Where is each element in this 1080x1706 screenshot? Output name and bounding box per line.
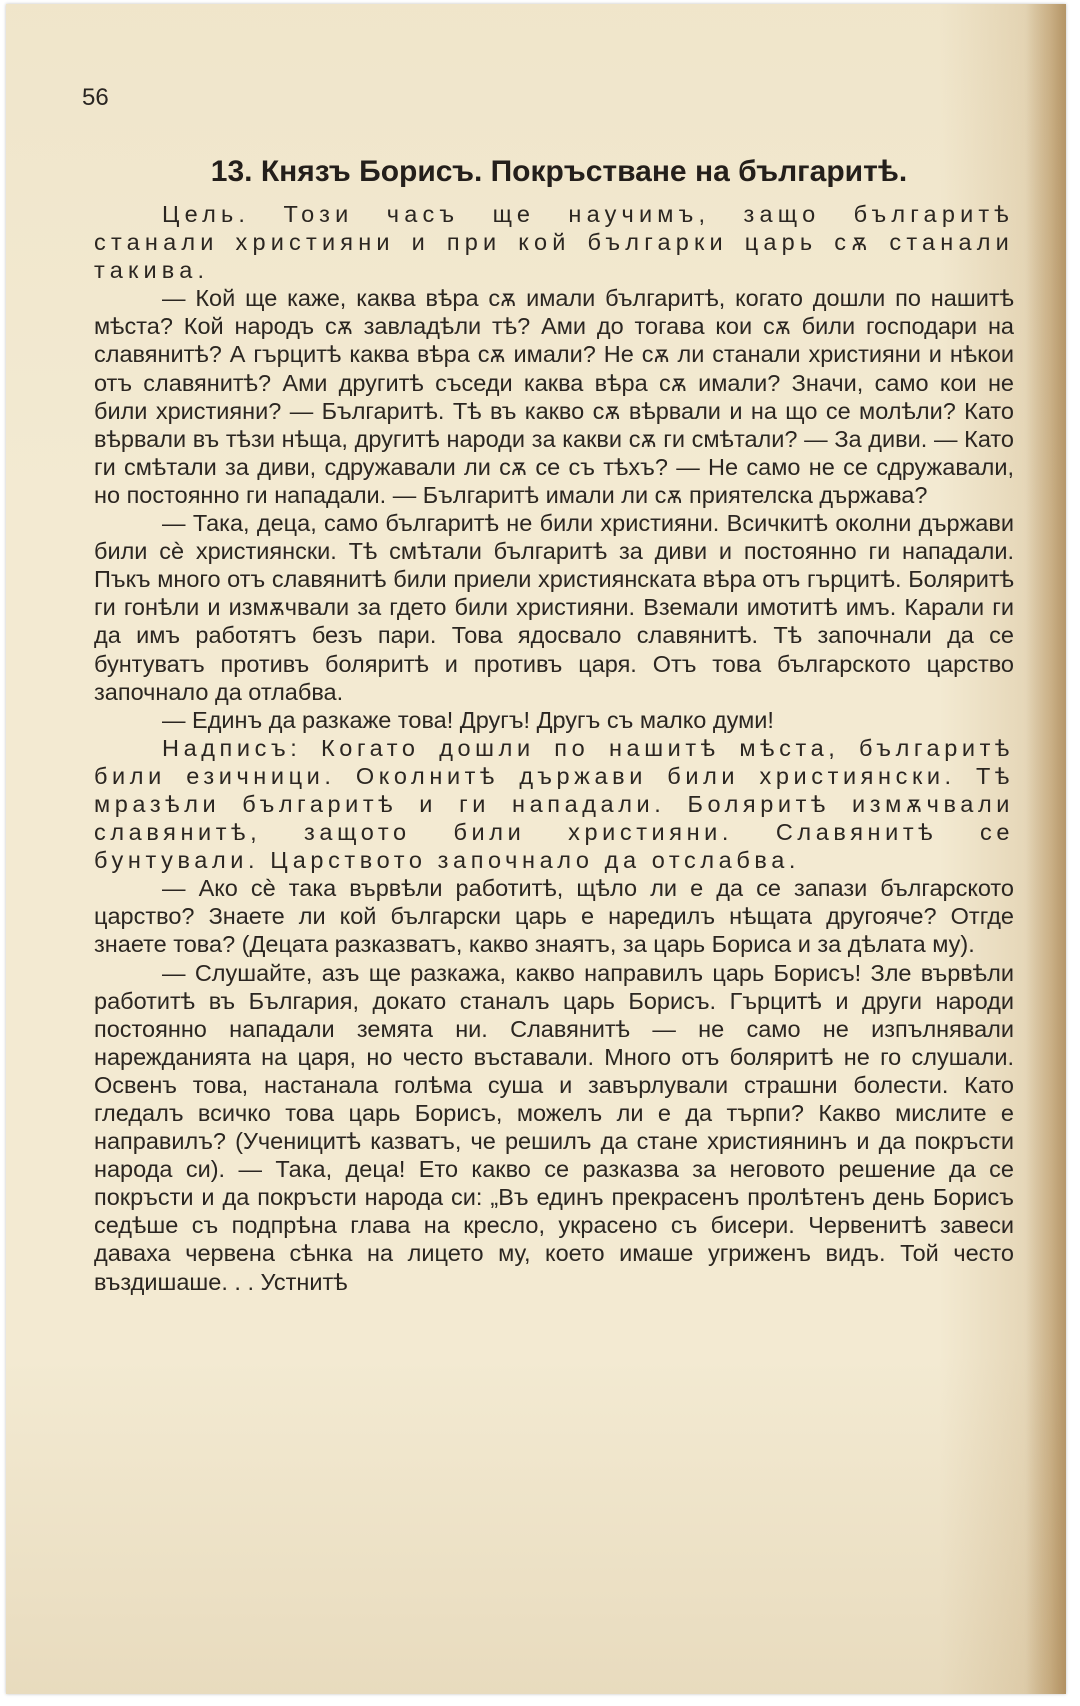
page-number: 56 bbox=[82, 84, 109, 111]
paragraph-retell-prompt: — Единъ да разкаже това! Другъ! Другъ съ малко думи! bbox=[162, 706, 774, 733]
paragraph-questions: — Кой ще каже, каква вѣра сѫ имали българитѣ, когато дошли по нашитѣ мѣста? Кой народъ сѫ завладѣли тѣ? Ами до тогава кои сѫ били господари на славянитѣ? А гърцитѣ каква вѣра сѫ имали? Не сѫ ли станали християни и нѣкои отъ славянитѣ? Ами другитѣ съседи каква вѣра сѫ имали? Значи, само кои не били християни? — Българитѣ. Тѣ въ какво сѫ вѣрвали и на що се молѣли? Като вѣрвали въ тѣзи нѣща, другитѣ народи за какви сѫ ги смѣтали? — За диви. — Като ги смѣтали за диви, сдружавали ли сѫ се съ тѣхъ? — Не само не се сдружавали, но постоянно ги нападали. — Българитѣ имали ли сѫ приятелска държава? bbox=[94, 285, 1014, 508]
paragraph-story: — Слушайте, азъ ще разкажа, какво направилъ царь Борисъ! Зле вървѣли работитѣ въ България, докато станалъ царь Борисъ. Гърцитѣ и други народи постоянно нападали земята ни. Славянитѣ — не само не изпълнявали нарежданията на царя, но често въставали. Много отъ боляритѣ не го слушали. Освенъ това, настанала голѣма суша и завърлували страшни болести. Като гледалъ всичко това царь Борисъ, можелъ ли е да търпи? Какво мислите е направилъ? (Ученицитѣ казватъ, че решилъ да стане християнинъ и да покръсти народа си). — Така, деца! Ето какво се разказва за неговото решение да се покръсти и да покръсти народа си: „Въ единъ прекрасенъ пролѣтенъ день Борисъ седѣше съ подпрѣна глава на кресло, украсено съ бисери. Червенитѣ завеси даваха червена сѣнка на лицето му, което имаше угриженъ видъ. Той често въздишаше. . . Устнитѣ bbox=[94, 959, 1014, 1295]
page-text bbox=[94, 152, 1014, 1296]
paragraph-goal: Цель. Този часъ ще научимъ, защо българитѣ станали християни и при кой българки царь сѫ станали такива. bbox=[94, 201, 1014, 284]
paragraph-discussion: — Ако сѐ така вървѣли работитѣ, щѣло ли е да се запази българското царство? Знаете ли кой български царь е наредилъ нѣщата другояче? Отгде знаете това? (Децата разказватъ, какво знаятъ, за царь Бориса и за дѣлата му). bbox=[94, 875, 1014, 958]
book-page bbox=[6, 4, 1066, 1694]
paragraph-explanation: — Така, деца, само българитѣ не били християни. Всичкитѣ околни държави били сѐ християнски. Тѣ смѣтали българитѣ за диви и постоянно ги нападали. Пъкъ много отъ славянитѣ били приели християнската вѣра отъ гърцитѣ. Боляритѣ ги гонѣли и измѫчвали за гдето били християни. Вземали имотитѣ имъ. Карали ги да имъ работятъ безъ пари. Това ядосвало славянитѣ. Тѣ започнали да се бунтуватъ противъ боляритѣ и противъ царя. Отъ това българското царство започнало да отлабва. bbox=[94, 510, 1014, 705]
paragraph-inscription: Надписъ: Когато дошли по нашитѣ мѣста, българитѣ били езичници. Околнитѣ държави били християнски. Тѣ мразѣли българитѣ и ги нападали. Боляритѣ измѫчвали славянитѣ, защото били християни. Славянитѣ се бунтували. Царството започнало да отслабва. bbox=[94, 734, 1014, 874]
page-edge-shading bbox=[1026, 4, 1066, 1694]
chapter-heading: 13. Князъ Борисъ. Покръстване на българитѣ. bbox=[210, 155, 908, 188]
